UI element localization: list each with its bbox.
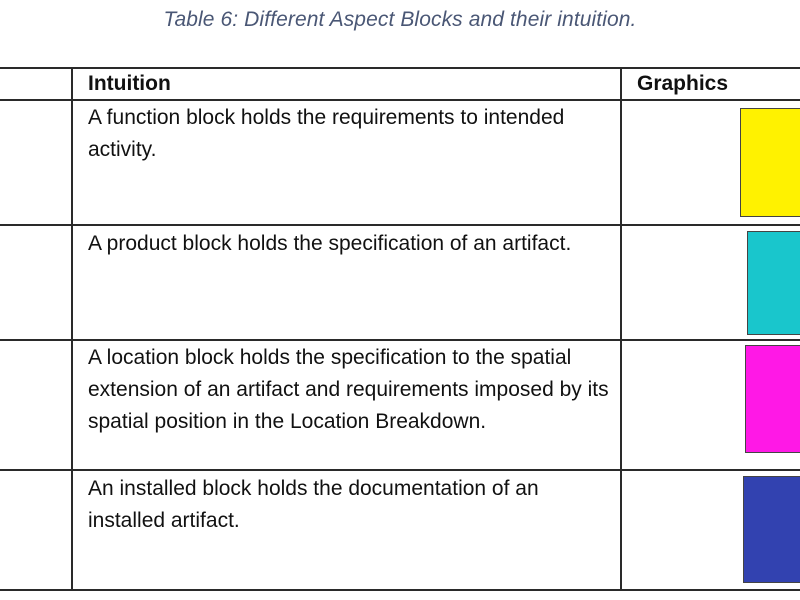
table-bottom-border bbox=[0, 589, 800, 591]
row-divider bbox=[0, 224, 800, 226]
row-function-intuition: A function block holds the requirements to intended activity. bbox=[88, 106, 565, 161]
row-divider bbox=[0, 469, 800, 471]
header-graphics: Graphics bbox=[637, 72, 729, 95]
table-caption: Table 6: Different Aspect Blocks and their intuition. bbox=[163, 8, 637, 31]
header-intuition: Intuition bbox=[88, 72, 171, 95]
product-block-swatch bbox=[747, 231, 800, 335]
installed-block-swatch bbox=[743, 476, 800, 583]
row-location-intuition: A location block holds the specification to the spatial extension of an artifact and requirements imposed by its spatial position in the Location Breakdown. bbox=[88, 346, 609, 433]
row-divider bbox=[0, 339, 800, 341]
location-block-swatch bbox=[745, 345, 800, 453]
header-divider bbox=[0, 99, 800, 101]
table-top-border bbox=[0, 67, 800, 69]
column-divider bbox=[71, 67, 73, 591]
function-block-swatch bbox=[740, 108, 800, 217]
row-installed-intuition: An installed block holds the documentation of an installed artifact. bbox=[88, 477, 539, 532]
row-product-intuition: A product block holds the specification of an artifact. bbox=[88, 232, 572, 255]
column-divider bbox=[620, 67, 622, 591]
